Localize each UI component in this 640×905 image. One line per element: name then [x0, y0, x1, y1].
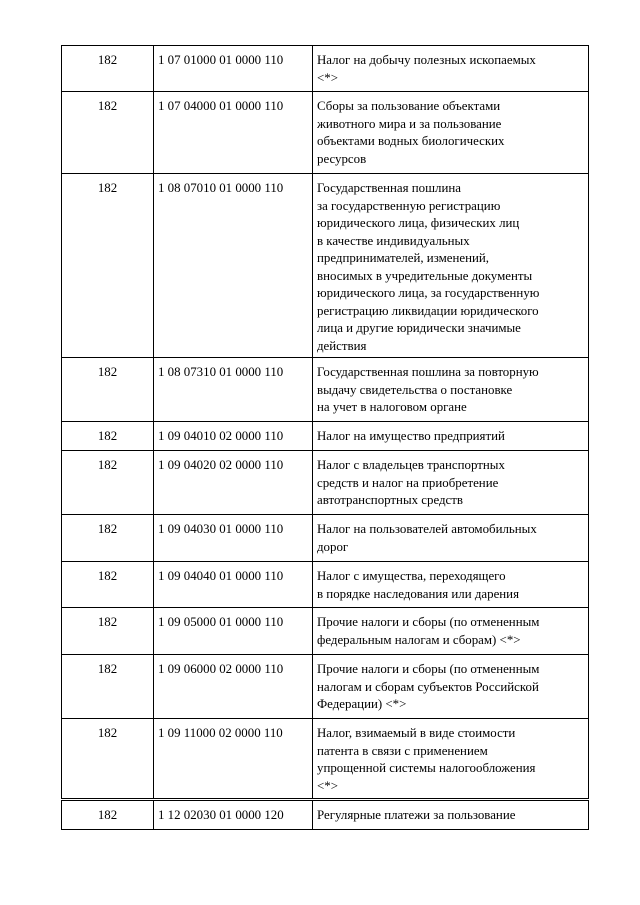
description-cell: Налог с владельцев транспортных средств и налог на приобретение автотранспортных средств [313, 451, 589, 515]
table-row [62, 719, 589, 800]
admin-code-cell: 182 [62, 515, 154, 562]
admin-code-cell: 182 [62, 562, 154, 608]
budget-code-cell: 1 09 04030 01 0000 110 [154, 515, 313, 562]
table-row [62, 655, 589, 719]
table-row [62, 92, 589, 174]
budget-code-cell: 1 08 07010 01 0000 110 [154, 174, 313, 358]
budget-code-cell: 1 09 04010 02 0000 110 [154, 422, 313, 451]
admin-code-cell: 182 [62, 451, 154, 515]
admin-code-cell: 182 [62, 800, 154, 830]
description-cell: Налог на добычу полезных ископаемых <*> [313, 46, 589, 92]
table-row [62, 515, 589, 562]
table-row [62, 422, 589, 451]
description-cell: Налог, взимаемый в виде стоимости патента в связи с применением упрощенной системы налогообложения <*> [313, 719, 589, 800]
description-cell: Прочие налоги и сборы (по отмененным налогам и сборам субъектов Российской Федерации) <*> [313, 655, 589, 719]
budget-code-cell: 1 08 07310 01 0000 110 [154, 358, 313, 422]
description-cell: Государственная пошлина за государственную регистрацию юридического лица, физических лиц в качестве индивидуальных предпринимателей, изменений, вносимых в учредительные документы юридического лица, за государственную регистрацию ликвидации юридического лица и другие юридически значимые действия [313, 174, 589, 358]
admin-code-cell: 182 [62, 92, 154, 174]
table-row [62, 46, 589, 92]
description-cell: Налог на пользователей автомобильных дорог [313, 515, 589, 562]
admin-code-cell: 182 [62, 608, 154, 655]
description-cell: Регулярные платежи за пользование [313, 800, 589, 830]
budget-code-cell: 1 09 04040 01 0000 110 [154, 562, 313, 608]
admin-code-cell: 182 [62, 422, 154, 451]
table-row [62, 800, 589, 830]
budget-code-cell: 1 09 11000 02 0000 110 [154, 719, 313, 800]
table-row [62, 358, 589, 422]
description-cell: Государственная пошлина за повторную выдачу свидетельства о постановке на учет в налоговом органе [313, 358, 589, 422]
table-row [62, 174, 589, 358]
budget-code-cell: 1 07 04000 01 0000 110 [154, 92, 313, 174]
budget-code-cell: 1 07 01000 01 0000 110 [154, 46, 313, 92]
table-row [62, 451, 589, 515]
table-body [62, 46, 589, 830]
description-cell: Сборы за пользование объектами животного мира и за пользование объектами водных биологических ресурсов [313, 92, 589, 174]
table-row [62, 562, 589, 608]
budget-code-cell: 1 09 06000 02 0000 110 [154, 655, 313, 719]
budget-code-cell: 1 12 02030 01 0000 120 [154, 800, 313, 830]
budget-code-cell: 1 09 04020 02 0000 110 [154, 451, 313, 515]
admin-code-cell: 182 [62, 174, 154, 358]
description-cell: Прочие налоги и сборы (по отмененным федеральным налогам и сборам) <*> [313, 608, 589, 655]
table-row [62, 608, 589, 655]
admin-code-cell: 182 [62, 46, 154, 92]
admin-code-cell: 182 [62, 719, 154, 800]
admin-code-cell: 182 [62, 358, 154, 422]
budget-code-cell: 1 09 05000 01 0000 110 [154, 608, 313, 655]
description-cell: Налог с имущества, переходящего в порядке наследования или дарения [313, 562, 589, 608]
description-cell: Налог на имущество предприятий [313, 422, 589, 451]
admin-code-cell: 182 [62, 655, 154, 719]
budget-codes-table [61, 45, 589, 830]
